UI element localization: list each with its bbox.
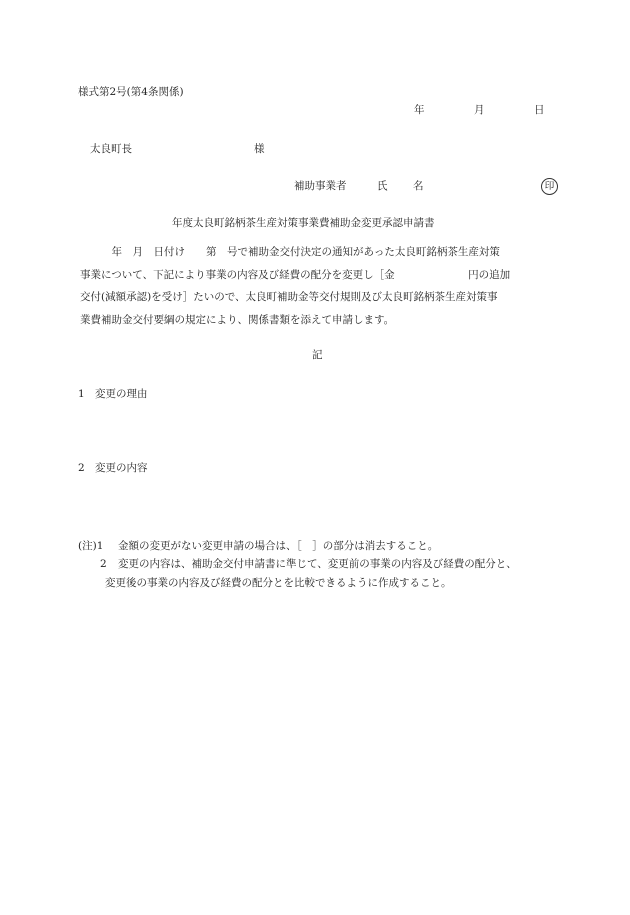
applicant-name-label-1: 氏: [377, 180, 388, 192]
addressee-name: 太良町長: [90, 143, 132, 155]
ki-heading: 記: [312, 349, 323, 361]
note-2-text-line-2: 変更後の事業の内容及び経費の配分とを比較できるように作成すること。: [105, 577, 452, 589]
body-line: 業費補助金交付要綱の規定により、関係書類を添えて申請します。: [80, 313, 395, 326]
body-line: 交付(減額承認)を受け］たいので、太良町補助金等交付規則及び太良町銘柄茶生産対策事: [80, 291, 498, 303]
date-day-label: 日: [534, 104, 545, 116]
note-2-number: 2: [100, 558, 107, 570]
body-paragraph: [80, 241, 558, 331]
section-1-number: 1: [78, 388, 85, 400]
note-1-text: 金額の変更がない変更申請の場合は、［ ］の部分は消去すること。: [118, 540, 439, 552]
addressee-honorific: 様: [254, 143, 265, 155]
date-month-label: 月: [474, 104, 485, 116]
body-line: 事業について、下記により事業の内容及び経費の配分を変更し［金 円の追加: [80, 268, 511, 281]
note-2-text-line-1: 変更の内容は、補助金交付申請書に準じて、変更前の事業の内容及び経費の配分と、: [118, 558, 517, 570]
date-year-label: 年: [414, 104, 425, 116]
body-line: 年 月 日付け 第 号で補助金交付決定の通知があった太良町銘柄茶生産対策: [80, 246, 500, 258]
section-1-title: 変更の理由: [95, 388, 148, 400]
applicant-role: 補助事業者: [294, 180, 347, 192]
form-number: 様式第2号(第4条関係): [78, 86, 184, 98]
section-2-title: 変更の内容: [95, 462, 148, 474]
notes-label: (注)1: [78, 540, 104, 552]
seal-mark: 印: [541, 178, 558, 195]
section-2-number: 2: [78, 462, 85, 474]
document-title: 年度太良町銘柄茶生産対策事業費補助金変更承認申請書: [172, 217, 435, 229]
applicant-name-label-2: 名: [413, 180, 424, 192]
